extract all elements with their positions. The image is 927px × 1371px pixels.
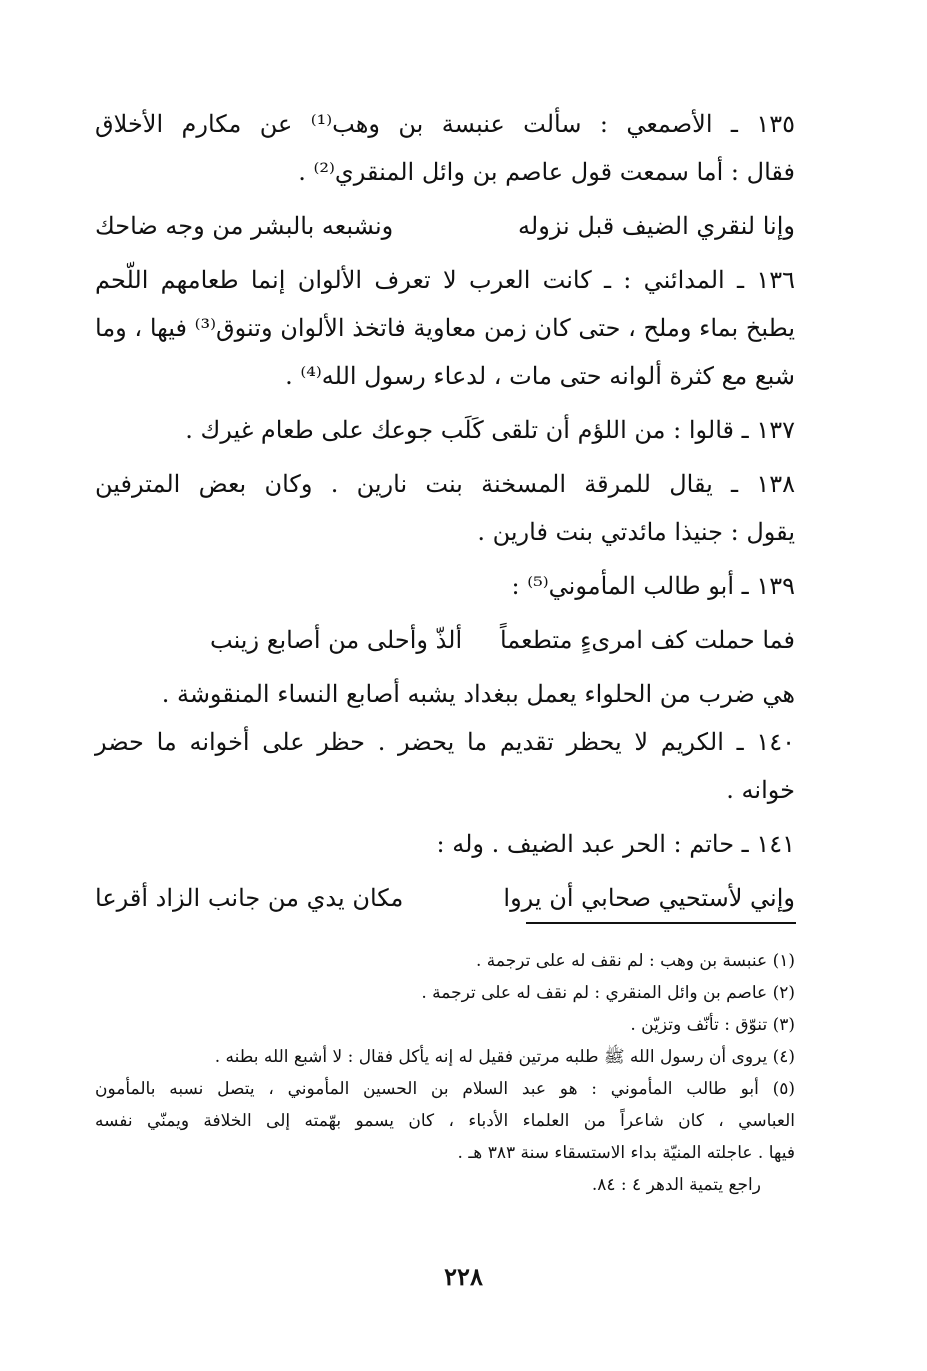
footnote-5-reference: راجع يتمية الدهر ٤ : ٨٤. (591, 1175, 761, 1195)
footnote-5-line-1: (٥) أبو طالب المأموني : هو عبد السلام بن الحسين المأموني ، يتصل نسبه بالمأمون (95, 1079, 795, 1099)
entry-136-line-1: ١٣٦ ـ المدائني : ـ كانت العرب لا تعرف الألوان إنما طعامهم اللّحم (95, 266, 795, 294)
entry-137: ١٣٧ ـ قالوا : من اللؤم أن تلقى كَلَب جوعك على طعام غيرك . (185, 416, 795, 444)
entry-139: ١٣٩ ـ أبو طالب المأموني⁽⁵⁾ : (511, 572, 795, 600)
entry-136-line-3: شبع مع كثرة ألوانه حتى مات ، لدعاء رسول الله⁽⁴⁾ . (285, 362, 795, 390)
verse-1 (95, 202, 795, 250)
footnote-5-line-2: العباسي ، كان شاعراً من العلماء الأدباء ، كان يسمو بهّمته إلى الخلافة ويمنّي نفسه (95, 1111, 795, 1131)
footnote-3: (٣) تنوّق : تأنّف وتزيّن . (630, 1015, 795, 1035)
verse-2-second-hemistich: ألذّ وأحلى من أصابع زينب (210, 626, 463, 654)
entry-140-line-2: خوانه . (726, 776, 795, 804)
entry-138-line-1: ١٣٨ ـ يقال للمرقة المسخنة بنت نارين . وكان بعض المترفين (95, 470, 795, 498)
footnotes (95, 945, 795, 1201)
entry-141: ١٤١ ـ حاتم : الحر عبد الضيف . وله : (436, 830, 795, 858)
footnote-4: (٤) يروى أن رسول الله ﷺ طلبه مرتين فقيل له إنه يأكل فقال : لا أشبع الله بطنه . (214, 1047, 795, 1067)
footnote-separator (526, 922, 796, 924)
footnote-1: (١) عنبسة بن وهب : لم نقف له على ترجمة . (475, 951, 795, 971)
entry-136-line-2: يطبخ بماء وملح ، حتى كان زمن معاوية فاتخذ الألوان وتنوق⁽³⁾ فيها ، وما (95, 314, 796, 342)
verse-1-first-hemistich: وإنا لنقري الضيف قبل نزوله (518, 212, 795, 240)
main-text (95, 100, 795, 922)
verse-3-first-hemistich: وإني لأستحيي صحابي أن يروا (503, 884, 795, 912)
entry-139-gloss: هي ضرب من الحلواء يعمل ببغداد يشبه أصابع النساء المنقوشة . (161, 680, 795, 708)
verse-3 (95, 874, 795, 922)
footnote-2: (٢) عاصم بن وائل المنقري : لم نقف له على ترجمة . (421, 983, 795, 1003)
entry-135-line-1: ١٣٥ ـ الأصمعي : سألت عنبسة بن وهب⁽¹⁾ عن مكارم الأخلاق (95, 110, 796, 138)
footnote-5-line-3: فيها . عاجلته المنيّة بداء الاستسقاء سنة ٣٨٣ هـ . (457, 1143, 795, 1163)
verse-2-first-hemistich: فما حملت كف امرىءٍ متطعماً (499, 626, 795, 654)
verse-3-second-hemistich: مكان يدي من جانب الزاد أقرعا (95, 884, 404, 912)
entry-138-line-2: يقول : جنيذا مائدتي بنت فارين . (477, 518, 795, 546)
page-number: ٢٢٨ (444, 1262, 483, 1291)
entry-135-line-2: فقال : أما سمعت قول عاصم بن وائل المنقري⁽²⁾ . (298, 158, 795, 186)
verse-2 (210, 616, 795, 664)
entry-140-line-1: ١٤٠ ـ الكريم لا يحظر تقديم ما يحضر . حظر على أخوانه ما حضر (95, 728, 795, 756)
verse-1-second-hemistich: ونشبعه بالبشر من وجه ضاحك (95, 212, 394, 240)
